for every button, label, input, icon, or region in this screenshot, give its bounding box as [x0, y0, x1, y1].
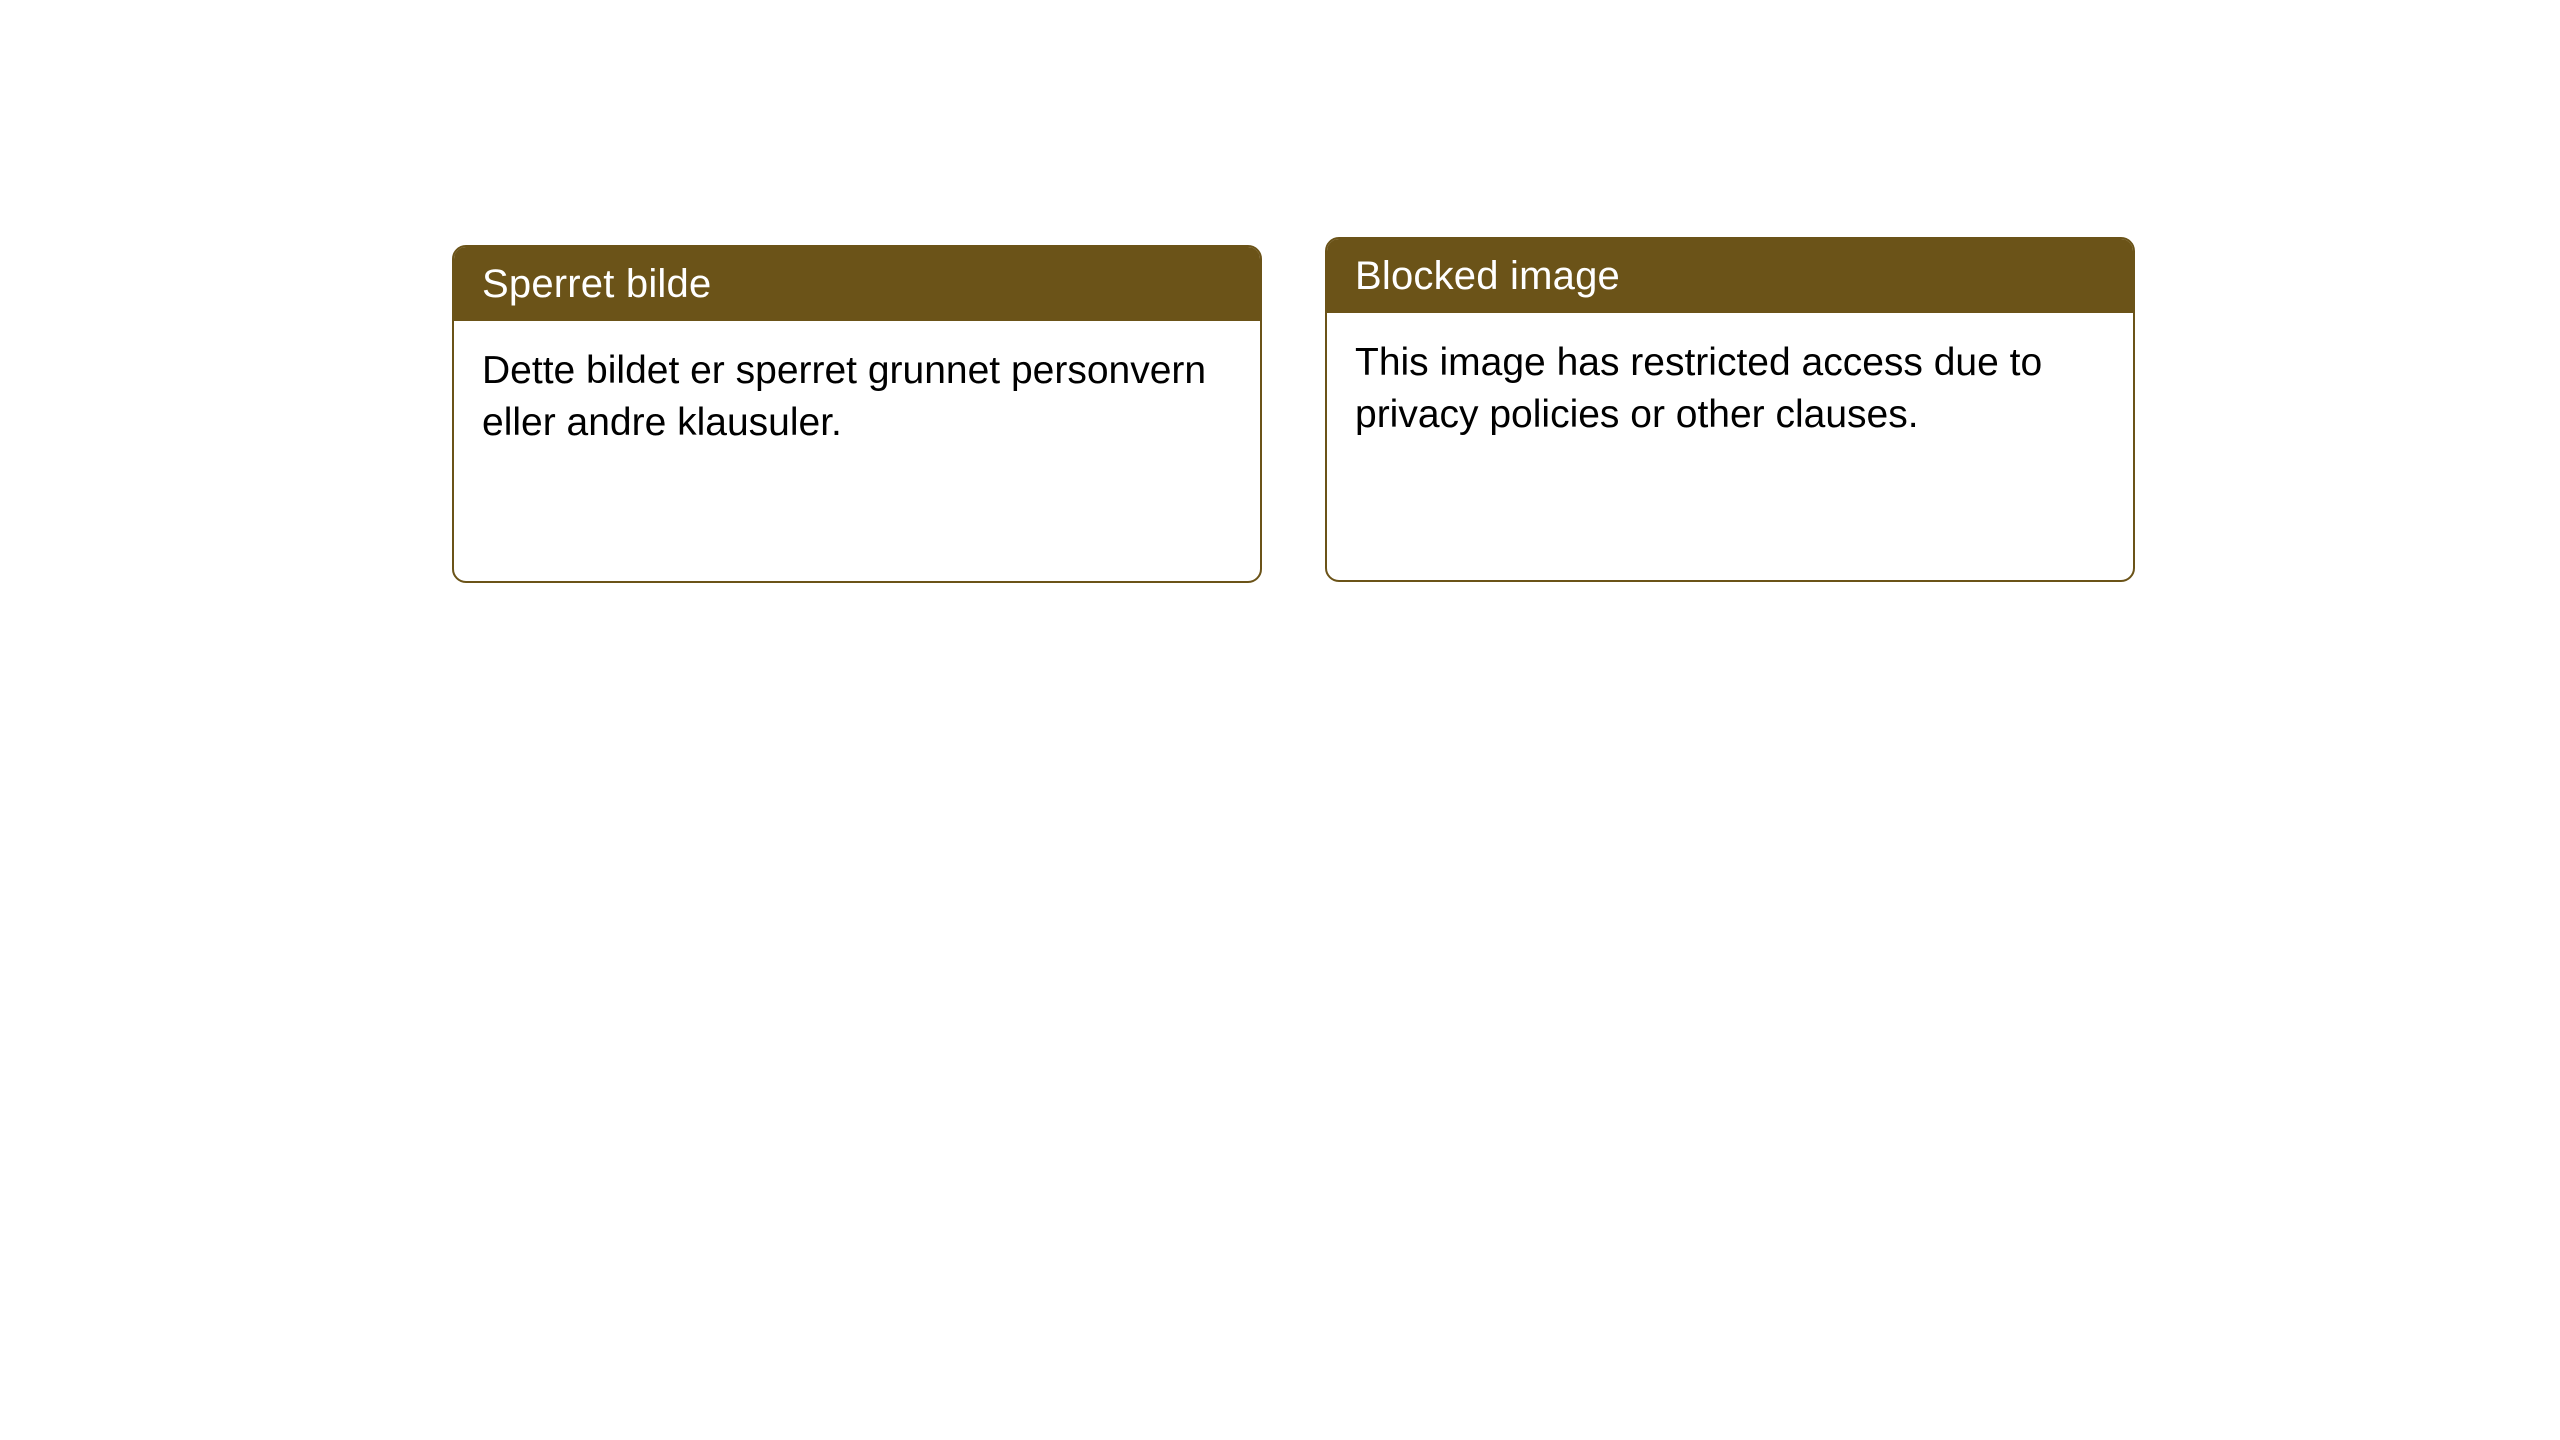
- blocked-image-notice-english: [1325, 237, 2135, 582]
- notice-body-text-english: This image has restricted access due to privacy policies or other clauses.: [1355, 341, 2043, 436]
- notice-body-text-norwegian: Dette bildet er sperret grunnet personvern eller andre klausuler.: [482, 349, 1207, 444]
- notice-body-english: [1327, 313, 2133, 441]
- notice-title-english: Blocked image: [1327, 239, 2133, 313]
- notice-body-norwegian: [454, 321, 1260, 449]
- blocked-image-notice-norwegian: [452, 245, 1262, 583]
- notice-title-norwegian: Sperret bilde: [454, 247, 1260, 321]
